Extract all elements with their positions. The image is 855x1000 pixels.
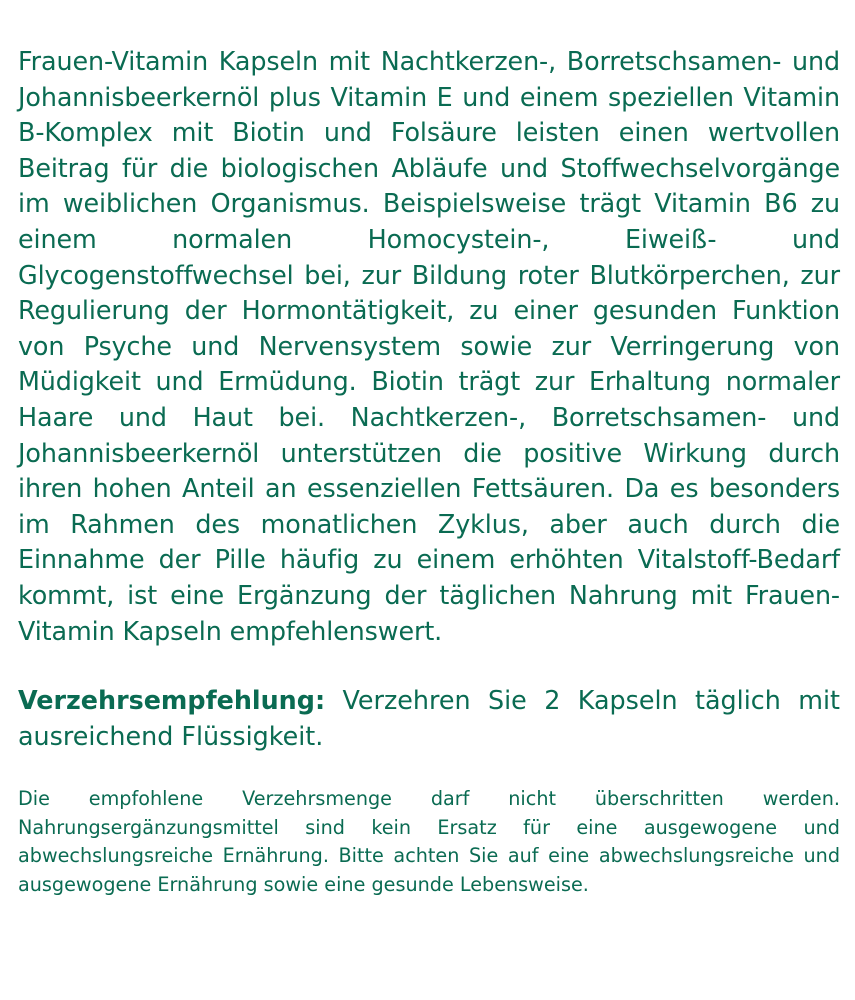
main-paragraph: Frauen-Vitamin Kapseln mit Nachtkerzen-, Borretschsamen- und Johannisbeerkernöl plus Vitamin E und einem speziellen Vitamin B-Komplex mit Biotin und Folsäure leisten einen wertvollen Beitrag für die biologischen Abläufe und Stoffwechselvorgänge im weiblichen Organismus. Beispielsweise trägt Vitamin B6 zu einem normalen Homocystein-, Eiweiß- und Glycogenstoffwechsel bei, zur Bildung roter Blutkörperchen, zur Regulierung der Hormontätigkeit, zu einer gesunden Funktion von Psyche und Nervensystem sowie zur Verringerung von Müdigkeit und Ermüdung. Biotin trägt zur Erhaltung normaler Haare und Haut bei. Nachtkerzen-, Borretschsamen- und Johannisbeerkernöl unterstützen die positive Wirkung durch ihren hohen Anteil an essenziellen Fettsäuren. Da es besonders im Rahmen des monatlichen Zyklus, aber auch durch die Einnahme der Pille häufig zu einem erhöhten Vitalstoff-Bedarf kommt, ist eine Ergänzung der täglichen Nahrung mit Frauen-Vitamin Kapseln empfehlenswert. (18, 46, 840, 646)
recommendation-text: Verzehren Sie 2 Kapseln täglich mit ausreichend Flüssigkeit. (18, 685, 840, 751)
disclaimer: Die empfohlene Verzehrsmenge darf nicht überschritten werden. Nahrungsergänzungsmittel sind kein Ersatz für eine ausgewogene und abwechslungsreiche Ernährung. Bitte achten Sie auf eine abwechslungsreiche und ausgewogene Ernährung sowie eine gesunde Lebensweise. (18, 787, 840, 896)
product-description (18, 44, 840, 899)
recommendation-label: Verzehrsempfehlung: (18, 685, 326, 716)
consumption-recommendation (18, 683, 840, 754)
